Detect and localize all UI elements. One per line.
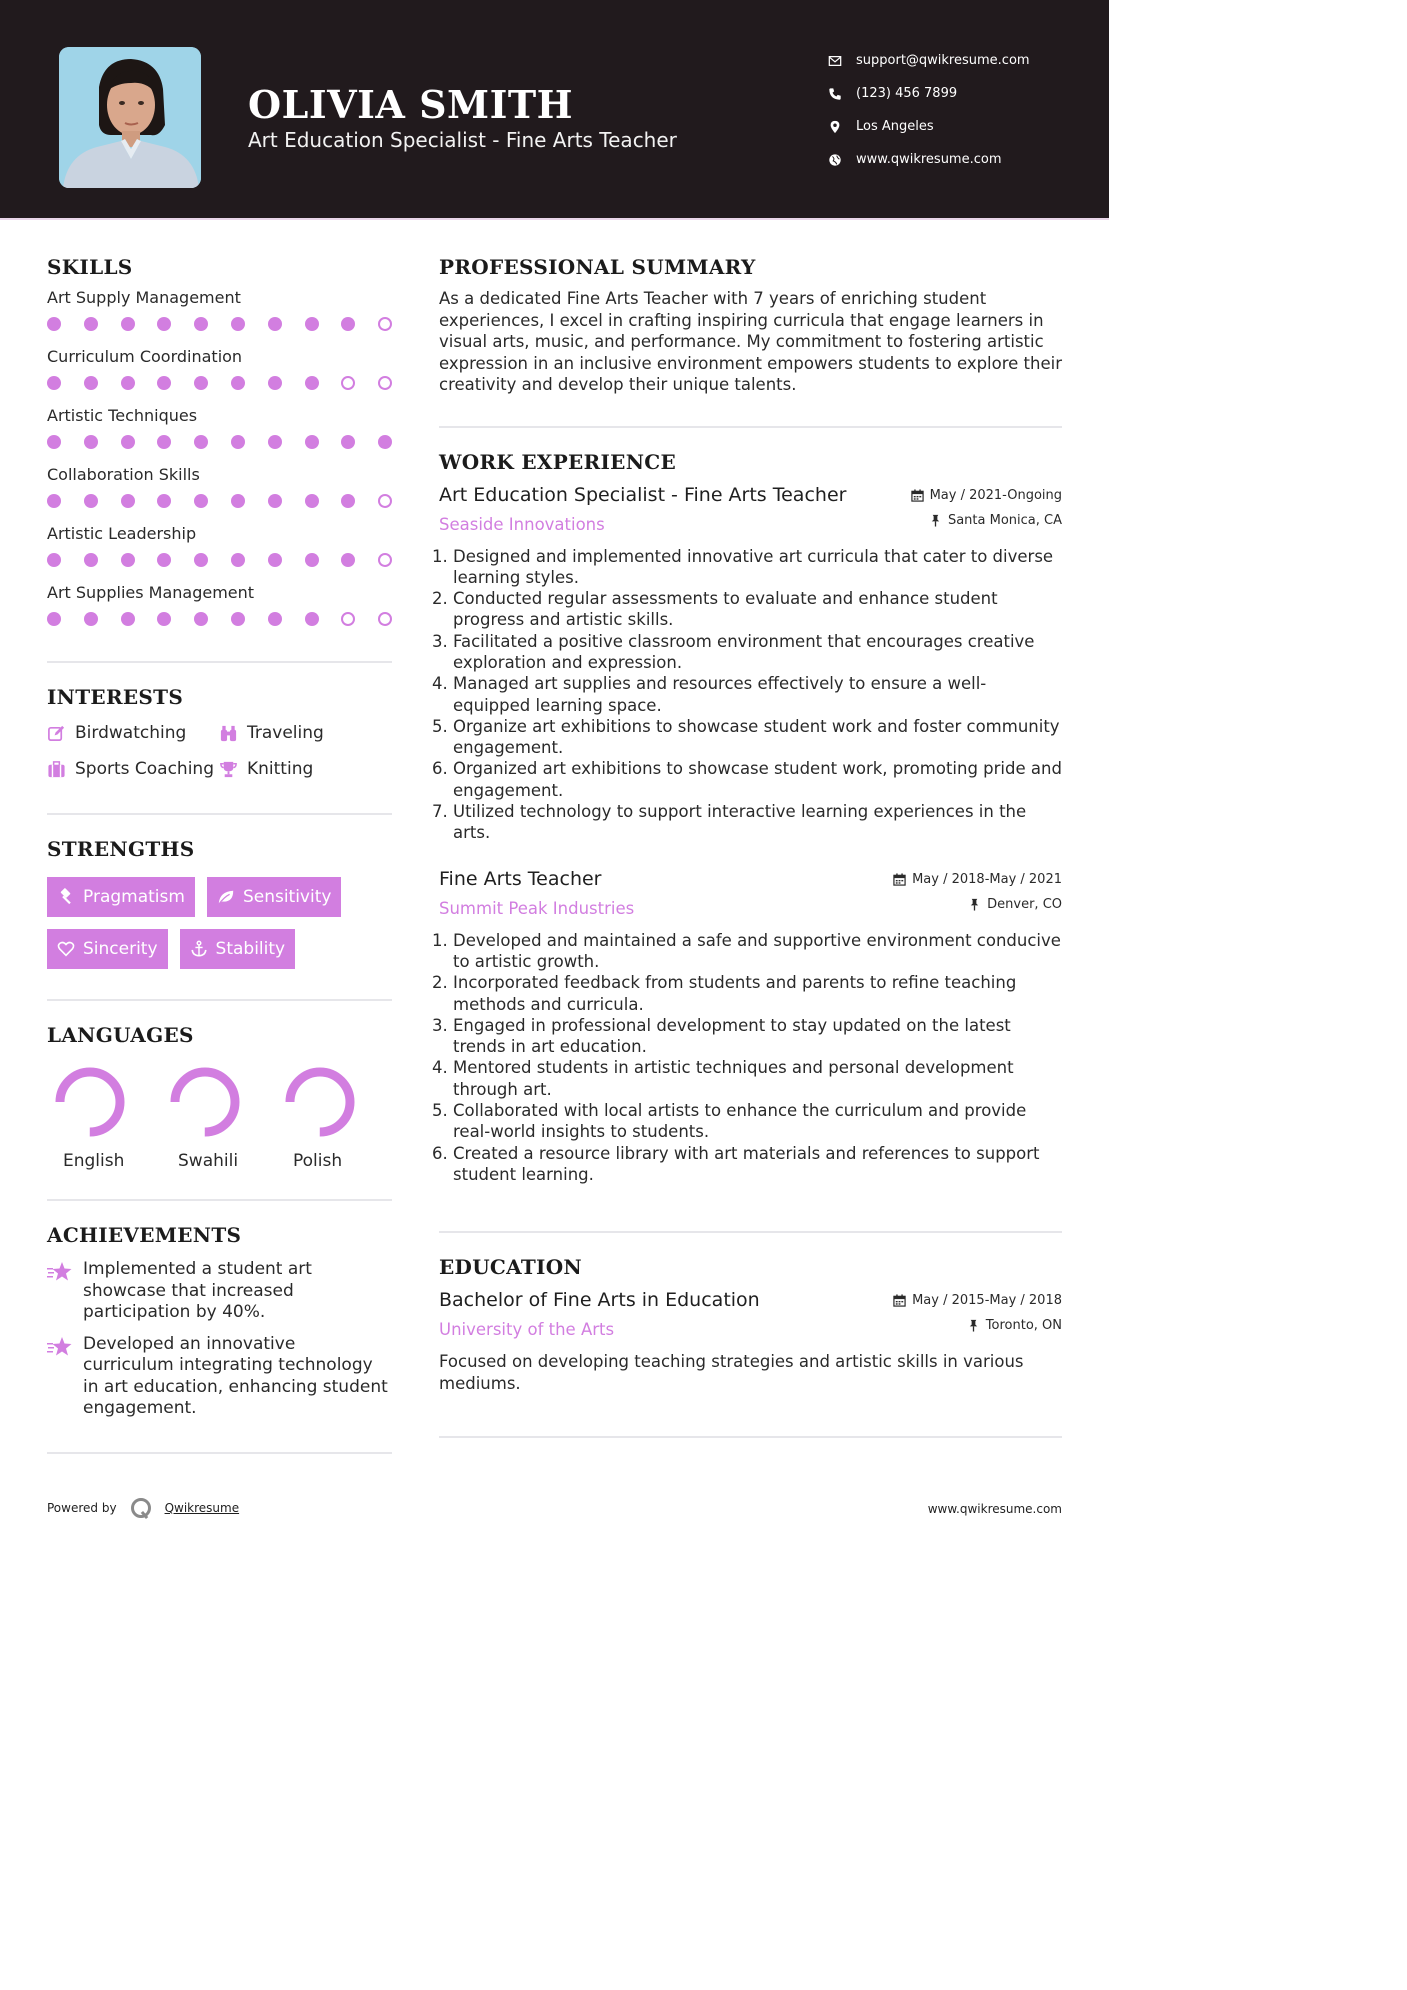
skill-dot-filled (84, 494, 98, 508)
strength-tag (47, 877, 195, 917)
skill-name: Art Supplies Management (47, 583, 255, 602)
job-company: Seaside Innovations (439, 514, 605, 534)
language-name: Swahili (178, 1151, 239, 1171)
skill-dot-filled (84, 553, 98, 567)
skill-dot-filled (194, 553, 208, 567)
skill-dot-filled (194, 317, 208, 331)
education-location-text: Toronto, ON (985, 1318, 1062, 1334)
strength-label: Sincerity (83, 939, 158, 959)
section-divider (47, 999, 392, 1001)
skill-dot-filled (305, 376, 319, 390)
contact-website-text: www.qwikresume.com (856, 152, 1002, 167)
strength-tag (47, 929, 168, 969)
anchor-icon (190, 940, 208, 958)
skill-dot-empty (378, 494, 392, 508)
achievement-text: Developed an innovative curriculum integrating technology in art education, enhancing student engagement. (83, 1333, 388, 1418)
globe-icon (828, 153, 856, 167)
job-date (893, 872, 1062, 887)
achievement-item (47, 1259, 392, 1324)
candidate-role: Art Education Specialist - Fine Arts Teacher (248, 128, 677, 152)
calendar-icon (911, 489, 924, 502)
trophy-icon (219, 760, 247, 779)
skill-dot-filled (268, 317, 282, 331)
list-item: 3. Facilitated a positive classroom environment that encourages creative exploration and expression. (453, 631, 1062, 674)
skill-rating (47, 487, 392, 515)
skill-rating (47, 369, 392, 397)
education-entry (439, 1289, 1062, 1394)
skill-dot-filled (231, 317, 245, 331)
education-description: Focused on developing teaching strategies and artistic skills in various mediums. (439, 1352, 1024, 1393)
languages-heading: LANGUAGES (47, 1023, 194, 1047)
leaf-icon (217, 888, 235, 906)
strengths-heading: STRENGTHS (47, 837, 195, 861)
education-date-text: May / 2015-May / 2018 (912, 1293, 1062, 1309)
job-responsibilities (439, 546, 1062, 844)
skills-heading: SKILLS (47, 255, 133, 279)
skill-rating (47, 546, 392, 574)
skill-name: Artistic Leadership (47, 524, 197, 543)
skill-dot-filled (305, 553, 319, 567)
skill-dot-filled (84, 612, 98, 626)
education-heading: EDUCATION (439, 1255, 583, 1280)
footer-url[interactable]: www.qwikresume.com (927, 1502, 1062, 1516)
skill-dot-empty (378, 376, 392, 390)
strength-tag (207, 877, 342, 917)
skill-dot-filled (121, 376, 135, 390)
education-date (893, 1293, 1062, 1308)
interest-label: Birdwatching (75, 723, 187, 743)
left-column (47, 250, 392, 1454)
job-location-text: Denver, CO (987, 896, 1062, 912)
pencil-square-icon (47, 724, 75, 743)
strengths-list (47, 877, 392, 969)
calendar-icon (893, 873, 906, 886)
list-item: 3. Engaged in professional development to stay updated on the latest trends in art education. (453, 1015, 1062, 1058)
skill-dot-filled (157, 435, 171, 449)
skill-dot-filled (47, 376, 61, 390)
calendar-icon (893, 1294, 906, 1307)
skill-item (47, 286, 392, 338)
interest-label: Knitting (247, 759, 314, 779)
job-location-text: Santa Monica, CA (947, 512, 1062, 528)
skill-dot-filled (194, 612, 208, 626)
skill-dot-filled (268, 435, 282, 449)
list-item: 5. Collaborated with local artists to enhance the curriculum and provide real-world insights to students. (453, 1100, 1062, 1143)
skill-dot-filled (268, 494, 282, 508)
skills-list (47, 286, 392, 633)
language-item (277, 1065, 392, 1171)
skill-dot-filled (231, 612, 245, 626)
skill-item (47, 345, 392, 397)
skill-rating (47, 310, 392, 338)
list-item: 1. Designed and implemented innovative art curricula that cater to diverse learning styles. (453, 546, 1062, 589)
skill-item (47, 404, 392, 456)
job-location (929, 513, 1062, 528)
suitcase-icon (47, 760, 75, 779)
skill-dot-filled (341, 553, 355, 567)
list-item: 6. Created a resource library with art materials and references to support student learning. (453, 1143, 1062, 1186)
skill-name: Art Supply Management (47, 288, 241, 307)
language-item (47, 1065, 162, 1171)
language-name: Polish (293, 1151, 343, 1171)
strength-tag (180, 929, 296, 969)
language-item (162, 1065, 277, 1171)
binoculars-icon (219, 724, 247, 743)
education-degree: Bachelor of Fine Arts in Education (439, 1289, 760, 1312)
section-divider (47, 1452, 392, 1454)
pushpin-icon (968, 898, 981, 911)
skill-dot-filled (194, 494, 208, 508)
skill-dot-filled (121, 553, 135, 567)
skill-dot-filled (121, 494, 135, 508)
job-date-text: May / 2021-Ongoing (929, 487, 1062, 503)
qwikresume-link[interactable]: Qwikresume (164, 1501, 240, 1515)
gavel-icon (57, 888, 75, 906)
skill-dot-filled (231, 376, 245, 390)
interest-item (219, 757, 389, 781)
experience-heading: WORK EXPERIENCE (439, 449, 677, 474)
skill-rating (47, 428, 392, 456)
skill-dot-filled (341, 494, 355, 508)
phone-icon (828, 87, 856, 101)
education-school: University of the Arts (439, 1320, 615, 1340)
skill-dot-filled (121, 612, 135, 626)
skill-dot-filled (157, 376, 171, 390)
list-item: 4. Managed art supplies and resources effectively to ensure a well-equipped learning space. (453, 673, 1062, 716)
job-date-text: May / 2018-May / 2021 (912, 871, 1062, 887)
language-name: English (63, 1151, 125, 1171)
skill-dot-filled (47, 317, 61, 331)
achievement-text: Implemented a student art showcase that increased participation by 40%. (83, 1259, 312, 1322)
list-item: 6. Organized art exhibitions to showcase student work, promoting pride and engagement. (453, 758, 1062, 801)
skill-dot-filled (47, 553, 61, 567)
section-divider (439, 1436, 1062, 1438)
job-title: Art Education Specialist - Fine Arts Teacher (439, 483, 847, 506)
heart-icon (57, 940, 75, 958)
skill-dot-filled (84, 317, 98, 331)
section-divider (47, 813, 392, 815)
skill-dot-filled (305, 435, 319, 449)
skill-dot-filled (305, 317, 319, 331)
skill-dot-filled (47, 494, 61, 508)
achievement-item (47, 1334, 392, 1420)
skill-dot-filled (121, 317, 135, 331)
skill-dot-filled (231, 494, 245, 508)
skill-dot-filled (84, 376, 98, 390)
interests-list (47, 721, 392, 781)
right-column (439, 250, 1062, 1438)
job-entry (439, 868, 1062, 1186)
contact-list (828, 44, 1030, 176)
summary-text: As a dedicated Fine Arts Teacher with 7 years of enriching student experiences, I excel in crafting inspiring curricula that engage learners in visual arts, music, and performance. My commitment to fostering artistic expression in an inclusive environment empowers students to explore their creativity and develop their unique talents. (439, 289, 1063, 394)
qwikresume-logo-icon (129, 1496, 153, 1520)
skill-dot-empty (341, 612, 355, 626)
list-item: 2. Incorporated feedback from students and parents to refine teaching methods and curricula. (453, 972, 1062, 1015)
job-entry (439, 484, 1062, 844)
skill-dot-filled (47, 435, 61, 449)
skill-dot-filled (157, 317, 171, 331)
job-location (968, 897, 1062, 912)
section-divider (439, 426, 1062, 428)
skill-dot-filled (47, 612, 61, 626)
skill-dot-filled (84, 435, 98, 449)
language-level-arc (290, 1072, 350, 1132)
pushpin-icon (929, 514, 942, 527)
profile-photo (59, 47, 201, 188)
interest-item (219, 721, 389, 745)
list-item: 5. Organize art exhibitions to showcase student work and foster community engagement. (453, 716, 1062, 759)
interest-label: Sports Coaching (75, 759, 214, 779)
contact-location (828, 110, 1030, 143)
job-responsibilities (439, 930, 1062, 1186)
contact-phone[interactable] (828, 77, 1030, 110)
skill-dot-empty (378, 612, 392, 626)
skill-dot-filled (121, 435, 135, 449)
skill-dot-filled (194, 376, 208, 390)
skill-dot-filled (268, 376, 282, 390)
job-title: Fine Arts Teacher (439, 867, 602, 890)
star-icon (47, 1334, 83, 1420)
powered-by-text: Powered by (47, 1501, 117, 1515)
education-location (967, 1318, 1062, 1333)
skill-name: Collaboration Skills (47, 465, 200, 484)
contact-phone-text: (123) 456 7899 (856, 86, 958, 101)
list-item: 7. Utilized technology to support interactive learning experiences in the arts. (453, 801, 1062, 844)
achievements-heading: ACHIEVEMENTS (47, 1223, 242, 1247)
star-icon (47, 1259, 83, 1324)
list-item: 4. Mentored students in artistic techniques and personal development through art. (453, 1057, 1062, 1100)
skill-item (47, 522, 392, 574)
section-divider (47, 661, 392, 663)
strength-label: Sensitivity (242, 887, 332, 907)
summary-heading: PROFESSIONAL SUMMARY (439, 255, 756, 279)
job-company: Summit Peak Industries (439, 898, 635, 918)
interests-heading: INTERESTS (47, 685, 184, 709)
footer-powered-by (47, 1496, 239, 1520)
skill-dot-filled (157, 612, 171, 626)
map-pin-icon (828, 120, 856, 134)
envelope-icon (828, 54, 856, 68)
person-portrait-icon (59, 47, 201, 188)
skill-dot-filled (341, 435, 355, 449)
section-divider (439, 1231, 1062, 1233)
resume-header (0, 0, 1109, 220)
interest-item (47, 721, 219, 745)
skill-dot-filled (157, 553, 171, 567)
language-level-ring (168, 1065, 242, 1139)
skill-item (47, 581, 392, 633)
skill-dot-filled (268, 612, 282, 626)
language-level-ring (283, 1065, 357, 1139)
contact-location-text: Los Angeles (856, 119, 934, 134)
strength-label: Pragmatism (83, 887, 185, 907)
interest-item (47, 757, 219, 781)
language-level-arc (60, 1072, 120, 1132)
skill-dot-empty (378, 317, 392, 331)
skill-rating (47, 605, 392, 633)
skill-item (47, 463, 392, 515)
language-level-ring (53, 1065, 127, 1139)
list-item: 1. Developed and maintained a safe and supportive environment conducive to artistic growth. (453, 930, 1062, 973)
skill-dot-empty (378, 553, 392, 567)
contact-email-text: support@qwikresume.com (856, 53, 1030, 68)
languages-list (47, 1065, 392, 1171)
skill-dot-filled (305, 494, 319, 508)
list-item: 2. Conducted regular assessments to evaluate and enhance student progress and artistic skills. (453, 588, 1062, 631)
section-divider (47, 1199, 392, 1201)
skill-dot-filled (231, 553, 245, 567)
pushpin-icon (967, 1319, 980, 1332)
skill-dot-filled (341, 317, 355, 331)
skill-name: Curriculum Coordination (47, 347, 243, 366)
language-level-arc (175, 1072, 235, 1132)
skill-dot-filled (378, 435, 392, 449)
skill-dot-filled (305, 612, 319, 626)
skill-dot-filled (268, 553, 282, 567)
job-date (911, 488, 1062, 503)
contact-website[interactable] (828, 143, 1030, 176)
skill-dot-filled (231, 435, 245, 449)
skill-name: Artistic Techniques (47, 406, 198, 425)
skill-dot-filled (194, 435, 208, 449)
interest-label: Traveling (247, 723, 324, 743)
skill-dot-filled (157, 494, 171, 508)
contact-email[interactable] (828, 44, 1030, 77)
skill-dot-empty (341, 376, 355, 390)
strength-label: Stability (215, 939, 286, 959)
candidate-name: OLIVIA SMITH (248, 82, 574, 127)
